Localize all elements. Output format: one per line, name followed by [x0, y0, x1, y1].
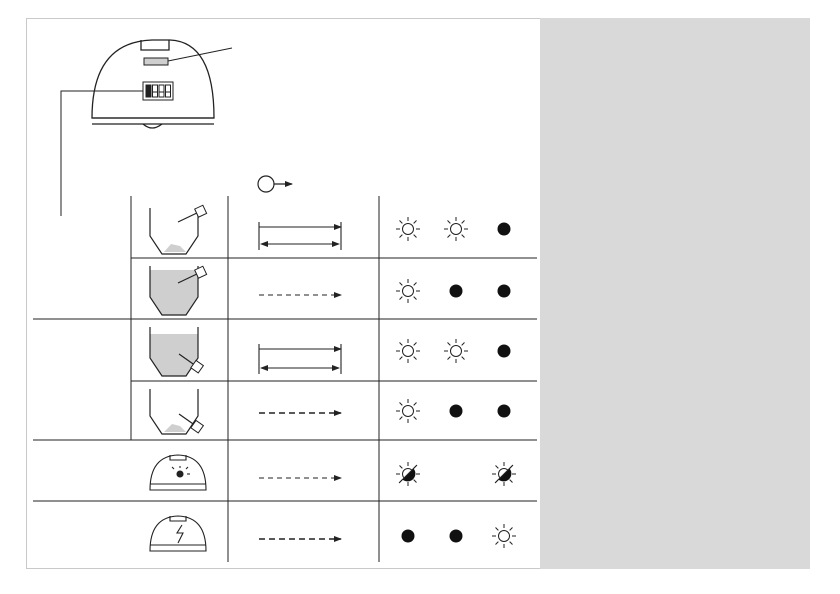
led-off-icon	[498, 285, 511, 298]
vessel-low-level	[150, 205, 207, 254]
led-off-icon	[450, 285, 463, 298]
vessel-low-level-bottom	[150, 389, 203, 434]
led-off-icon	[450, 530, 463, 543]
vessel-high-level	[150, 266, 207, 315]
device-fault-icon	[150, 516, 206, 551]
table-grid	[33, 196, 537, 562]
led-on-icon	[396, 399, 420, 423]
signal-solid-double-2	[259, 344, 341, 374]
led-indicators	[396, 217, 516, 548]
led-off-icon	[402, 530, 415, 543]
led-flashing-icon	[492, 462, 516, 486]
led-on-icon	[444, 217, 468, 241]
led-on-icon	[492, 524, 516, 548]
vessel-high-level-bottom	[150, 327, 203, 376]
led-off-icon	[498, 405, 511, 418]
led-flashing-icon	[396, 462, 420, 486]
led-on-icon	[444, 339, 468, 363]
signal-solid-double	[259, 222, 341, 250]
led-off-icon	[498, 345, 511, 358]
led-off-icon	[450, 405, 463, 418]
led-off-icon	[498, 223, 511, 236]
led-on-icon	[396, 279, 420, 303]
circle-arrow-output-icon	[258, 176, 292, 192]
dip-switch-icon	[143, 82, 173, 100]
led-on-icon	[396, 217, 420, 241]
device-flashing-icon	[150, 455, 206, 490]
led-on-icon	[396, 339, 420, 363]
